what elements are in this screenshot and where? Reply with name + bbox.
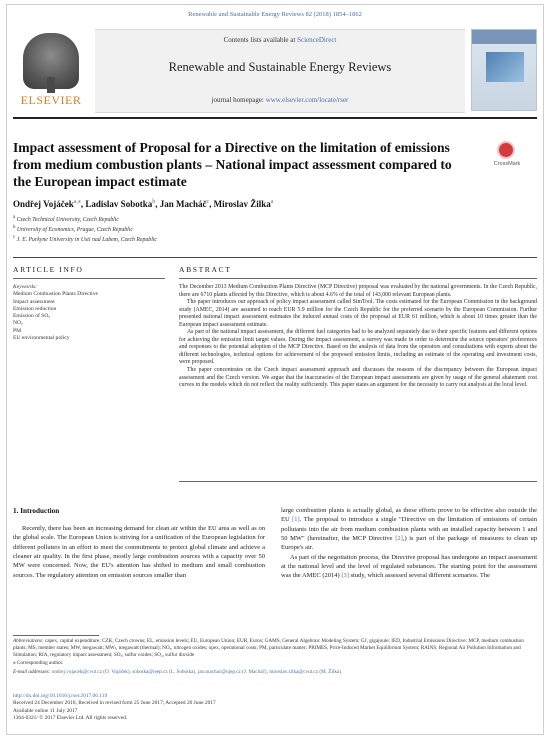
cover-image (486, 52, 524, 82)
sciencedirect-link[interactable]: ScienceDirect (297, 36, 337, 44)
received-dates: Received 24 December 2016; Received in revised form 25 June 2017; Accepted 26 June 2017 (13, 700, 216, 707)
journal-citation[interactable]: Renewable and Sustainable Energy Reviews 82 (2018) 1854–1862 (188, 11, 362, 18)
abstract-paragraph: The December 2013 Medium Combustion Plants Directive (MCP Directive) proposal was evaluated by the national governments. In the Czech Republic, there are 6710 plants affected by this Directive, which is about 4.6% of the total of 143,000 relevant European plants. (179, 284, 537, 298)
journal-masthead (13, 29, 537, 111)
body-paragraph: large combustion plants is actually global, as these efforts prove to be effective also outside the EU [1]. The proposal to introduce a single "Directive on the limitation of emissions of certain pollutants into the air from medium combustion plants with an installed capacity between 1 and 50 MW" (hereinafter, the MCP Directive [2],) is part of the package of measures to clean up Europe's air. (281, 507, 537, 552)
publisher-name: ELSEVIER (20, 93, 82, 107)
affiliation-item: $^c$ J. E. Purkyne University in Usti nad Labem, Czech Republic (13, 234, 157, 243)
body-column-left (13, 524, 265, 580)
author-affil-mark[interactable]: a (270, 199, 274, 205)
email-links[interactable]: ondrej.vojacek@cvut.cz (O. Vojáček), sobotka@ieep.cz (L. Sobotka), jan.machac@ujep.cz (J. Macháč), miroslav.zilka@cvut.cz (M. Žilka). (51, 669, 343, 676)
reference-link[interactable]: [3] (341, 572, 349, 580)
keyword-item: NOₓ (13, 320, 23, 327)
contents-line (95, 36, 465, 44)
article-title: Impact assessment of Proposal for a Directive on the limitation of emissions from medium combustion plants – National impact assessment compared to the European impact estimate (13, 140, 452, 189)
homepage-link[interactable]: www.elsevier.com/locate/rser (265, 96, 349, 104)
journal-banner (95, 29, 465, 113)
keyword-item: Emission of SOₓ (13, 313, 51, 320)
abstract-paragraph: The paper concentrates on the Czech impact assessment approach and discusses the reasons of the discrepancy between the European impact assessment and the Czech version. We argue that the inaccuracies of the European impact assessments are given by usage of the general abatement cost curves in the models which do not reflect the reality sufficiently. This paper states an argument for the necessity to carry out analysis at the local level. (179, 367, 537, 389)
keywords-block (13, 284, 165, 342)
footnotes (13, 638, 537, 678)
keyword-item: Medium Combustion Plants Directive (13, 291, 98, 298)
author-affil-mark[interactable]: c (206, 199, 210, 205)
email-note: E-mail addresses: ondrej.vojacek@cvut.cz (O. Vojáček), sobotka@ieep.cz (L. Sobotka), jan.machac@ujep.cz (J. Macháč), miroslav.zilka@cvut.cz (M. Žilka). (13, 669, 343, 676)
author-name[interactable]: Jan Macháč (159, 199, 207, 209)
abstract-paragraph: As part of the national impact assessment, the different fuel categories had to be analyzed separately due to their specific features and different options for achieving the emission limit target values. During the impact assessment, a survey was made in order to determine the source operators' preferences and responses to the potential adoption of the MCP Directive. Based on the analysis of data from the operators and consultations with experts about the different technologies, technical options for achievement of the proposed emission limits, including an estimate of the operating and investment costs, were proposed. (179, 329, 537, 366)
abstract-body (179, 284, 537, 390)
abstract-heading: ABSTRACT (179, 265, 232, 274)
author-affil-mark[interactable]: a,⁎ (73, 199, 81, 205)
footnote-rule (13, 635, 99, 636)
author-affil-mark[interactable]: b (152, 199, 156, 205)
keyword-item: PM (13, 327, 22, 334)
paper-page (6, 4, 544, 735)
author-name[interactable]: Ondřej Vojáček (13, 199, 74, 209)
abbreviations-note: Abbreviations: capex, capital expenditure; CZK, Czech crowns; EL, emission levels; EU, European Union; EUR, Euros; GAMS, General Algebraic Modeling System; GJ, gigajoule; IED, Industrial Emissions Directive; MCP, medium combustion plants; MS, member states; MW, megawatt; MWₜ, megawatt (thermal); NOₓ, nitrogen oxides; opex, operational costs; PM, particulate matter; PRIMES, Price-Induced Market Equilibrium System; RAINS, Regional Air Pollution Information and Simulation; RIA, regulatory impact assessment; SOₓ, sulfur oxides; SO₂, sulfur dioxide (13, 638, 524, 658)
affiliations (13, 214, 157, 244)
contents-prefix: Contents lists available at (223, 36, 298, 44)
abstract-rule (179, 278, 537, 279)
author-name[interactable]: Ladislav Sobotka (85, 199, 153, 209)
crossmark-label: CrossMark (493, 161, 521, 167)
affiliation-item: $^b$ University of Economics, Prague, Czech Republic (13, 224, 133, 233)
publication-info (13, 693, 216, 722)
homepage-prefix: journal homepage: (211, 96, 266, 104)
body-paragraph: As part of the negotiation process, the Directive proposal has undergone an impact assessment at the national level and the level of regulated substances. The starting point for the assessment was the AMEC (2014) [3] study, which assessed several different scenarios. The (281, 553, 537, 580)
journal-homepage (95, 96, 465, 104)
doi-link[interactable]: http://dx.doi.org/10.1016/j.rser.2017.06.119 (13, 693, 108, 699)
article-info-heading: ARTICLE INFO (13, 265, 84, 274)
tree-trunk-icon (47, 77, 55, 93)
crossmark-icon (497, 141, 515, 159)
intro-heading: 1. Introduction (13, 507, 60, 515)
body-column-right (281, 506, 537, 581)
author-name[interactable]: Miroslav Žilka (213, 199, 271, 209)
elsevier-logo[interactable] (13, 29, 89, 111)
journal-cover-thumbnail[interactable] (471, 29, 537, 111)
keyword-item: Emission reduction (13, 305, 57, 312)
abstract-end-rule (179, 481, 537, 482)
section-rule (13, 257, 537, 258)
keywords-title: Keywords: (13, 284, 38, 290)
keyword-item: Impact assessment (13, 298, 55, 305)
reference-link[interactable]: [1] (292, 516, 300, 524)
body-paragraph: Recently, there has been an increasing demand for clean air within the EU area as well as on the global scale. The European Union is striving for a unification of the European legislation for different polluters in an effort to meet the commitments to protect global climate and achieve a cleaner air quality. In the first phase, mostly large combustion sources with a capacity over 50 MW were concerned. Now, the EU's attention has shifted to medium and small combustion sources. The regulatory attention on emission sources smaller than (13, 525, 265, 579)
affiliation-item: $^a$ Czech Technical University, Czech Republic (13, 215, 119, 223)
cover-band (472, 30, 536, 44)
copyright-line: 1364-0321/ © 2017 Elsevier Ltd. All rights reserved. (13, 714, 128, 721)
online-date: Available online 11 July 2017 (13, 707, 78, 714)
journal-title: Renewable and Sustainable Energy Reviews (168, 60, 392, 74)
author-list: Ondřej Vojáček$^{a,⁎}$, Ladislav Sobotka$^b$, Jan Macháč$^c$, Miroslav Žilka$^a$ (13, 199, 274, 209)
masthead-rule (13, 117, 537, 119)
keyword-item: EU environmental policy (13, 335, 70, 342)
reference-link[interactable]: [2] (395, 535, 403, 543)
abstract-paragraph: The paper introduces our approach of policy impact assessment called SimTool. The costs estimated for the European Commission in the background study (AMEC, 2014) are assumed to reach EUR 5.9 million for the Czech Republic for the preferred scenario by the European Commission. Further presented national impact assessment estimates the induced annual costs of the proposal at EUR 61 million, which is about 10 times greater than the European impact assessment estimate. (179, 299, 537, 328)
corresponding-author-note: ⁎ Corresponding author. (13, 660, 64, 667)
article-info-rule (13, 278, 165, 279)
crossmark-badge[interactable] (485, 141, 529, 171)
